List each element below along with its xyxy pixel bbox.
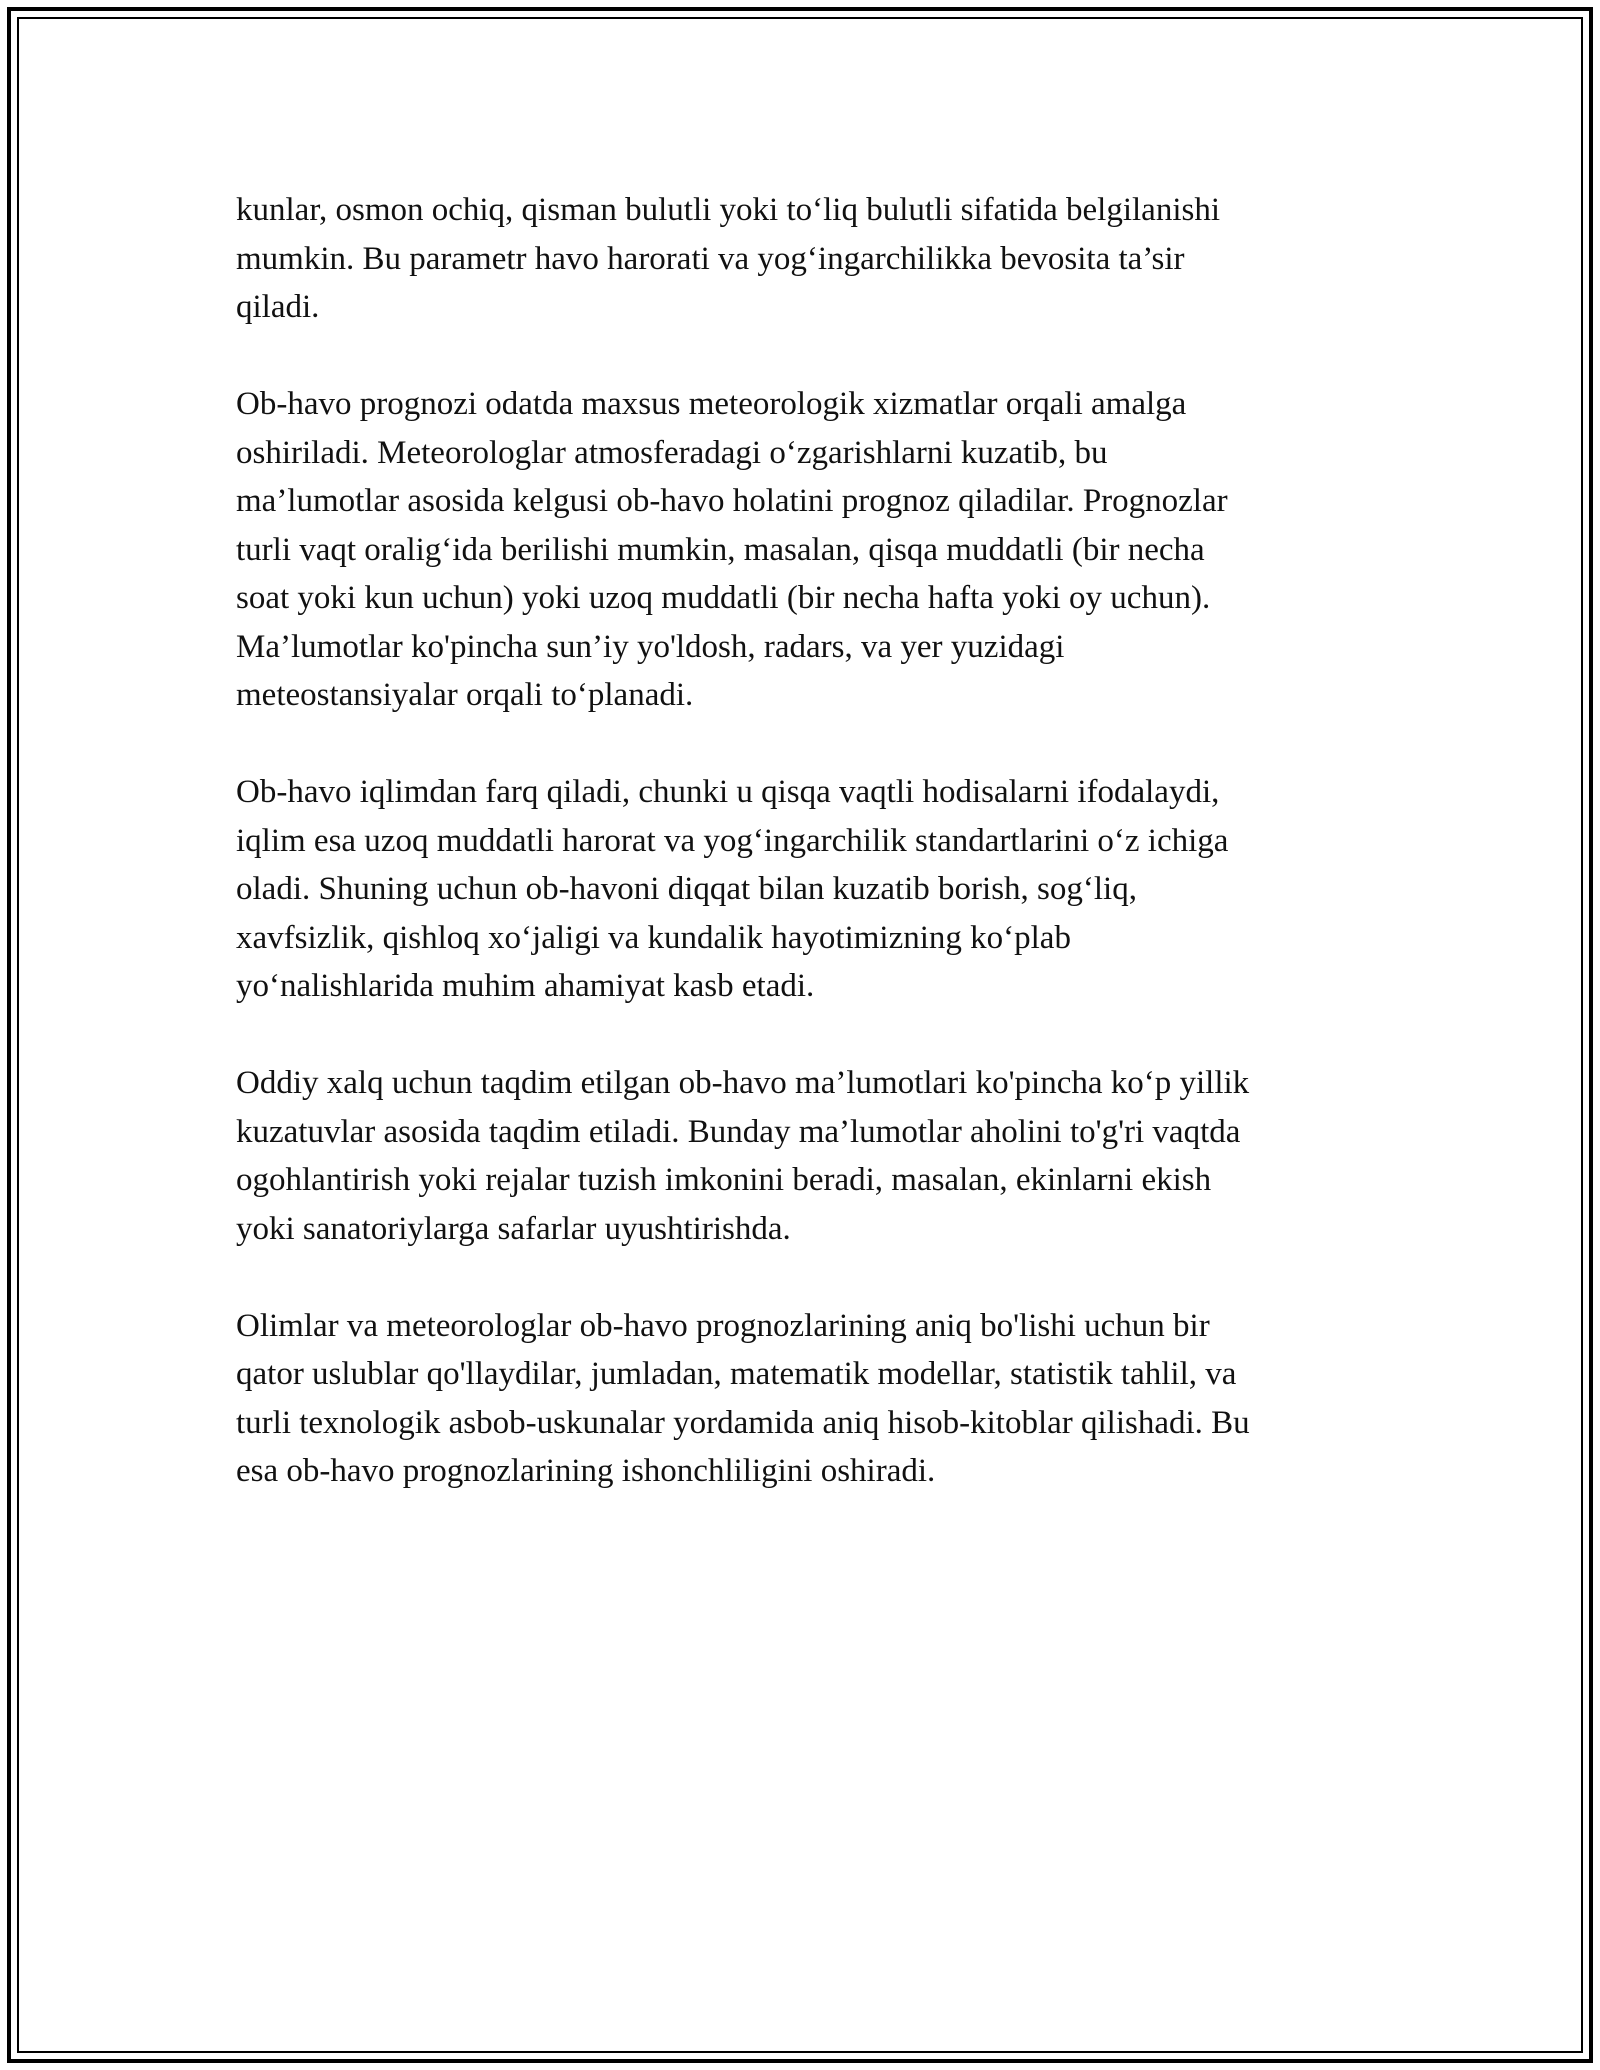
paragraph-forecasting (236, 380, 1376, 720)
text-line: Olimlar va meteorologlar ob-havo prognozlarining aniq bo'lishi uchun bir (236, 1307, 1210, 1344)
text-line: Ob-havo iqlimdan farq qiladi, chunki u qisqa vaqtli hodisalarni ifodalaydi, (236, 774, 1220, 810)
text-line: xavfsizlik, qishloq xo‘jaligi va kundalik hayotimizning ko‘plab (236, 919, 1071, 956)
text-line: turli texnologik asbob-uskunalar yordamida aniq hisob-kitoblar qilishadi. Bu (236, 1404, 1250, 1441)
text-line: kuzatuvlar asosida taqdim etiladi. Bunday ma’lumotlar aholini to'g'ri vaqtda (236, 1113, 1241, 1150)
text-line: yoki sanatoriylarga safarlar uyushtirishda. (236, 1210, 791, 1247)
paragraph-weather-vs-climate (236, 768, 1376, 1011)
text-line: Ob-havo prognozi odatda maxsus meteorologik xizmatlar orqali amalga (236, 386, 1187, 422)
paragraph-public-information (236, 1059, 1376, 1253)
text-line: Ma’lumotlar ko'pincha sun’iy yo'ldosh, radars, va yer yuzidagi (236, 628, 1065, 665)
text-line: Oddiy xalq uchun taqdim etilgan ob-havo ma’lumotlari ko'pincha ko‘p yillik (236, 1065, 1250, 1101)
text-line: qiladi. (236, 289, 320, 325)
document-body (236, 186, 1376, 1544)
text-line: ogohlantirish yoki rejalar tuzish imkonini beradi, masalan, ekinlarni ekish (236, 1162, 1212, 1198)
text-line: oladi. Shuning uchun ob-havoni diqqat bilan kuzatib borish, sog‘liq, (236, 871, 1137, 907)
text-line: yo‘nalishlarida muhim ahamiyat kasb etadi. (236, 968, 815, 1004)
paragraph-methods (236, 1302, 1376, 1496)
text-line: turli vaqt oralig‘ida berilishi mumkin, masalan, qisqa muddatli (bir necha (236, 531, 1205, 568)
text-line: ma’lumotlar asosida kelgusi ob-havo holatini prognoz qiladilar. Prognozlar (236, 483, 1228, 519)
text-line: qator uslublar qo'llaydilar, jumladan, matematik modellar, statistik tahlil, va (236, 1356, 1237, 1392)
text-line: mumkin. Bu parametr havo harorati va yog‘ingarchilikka bevosita ta’sir (236, 240, 1185, 277)
text-line: meteostansiyalar orqali to‘planadi. (236, 677, 694, 713)
paragraph-cloud-cover (236, 186, 1376, 332)
text-line: oshiriladi. Meteorologlar atmosferadagi o‘zgarishlarni kuzatib, bu (236, 434, 1108, 471)
text-line: iqlim esa uzoq muddatli harorat va yog‘ingarchilik standartlarini o‘z ichiga (236, 822, 1229, 859)
text-line: kunlar, osmon ochiq, qisman bulutli yoki to‘liq bulutli sifatida belgilanishi (236, 192, 1221, 228)
text-line: soat yoki kun uchun) yoki uzoq muddatli (bir necha hafta yoki oy uchun). (236, 580, 1211, 616)
text-line: esa ob-havo prognozlarining ishonchliligini oshiradi. (236, 1453, 936, 1489)
